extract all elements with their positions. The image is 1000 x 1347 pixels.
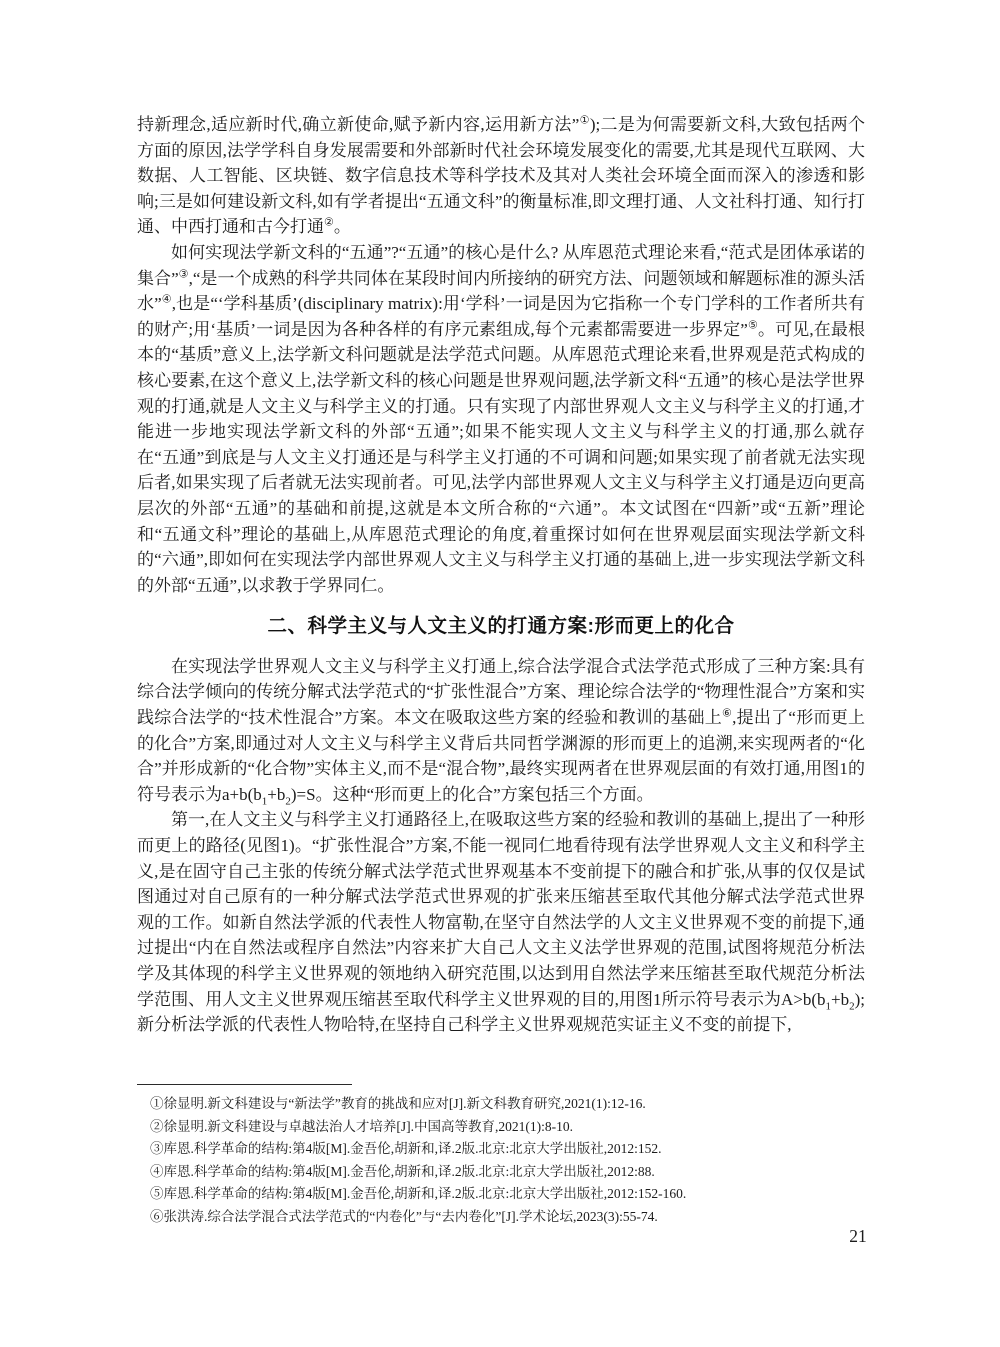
footnote-marker: ①: [579, 114, 590, 127]
footnote-marker: ④: [161, 293, 172, 306]
formula-subscript: 2: [849, 999, 855, 1012]
footnotes-section: [137, 1084, 865, 1228]
section-heading: 二、科学主义与人文主义的打通方案:形而更上的化合: [267, 615, 735, 638]
formula-subscript: 1: [261, 795, 268, 808]
footnote-item: ①徐显明.新文科建设与“新法学”教育的挑战和应对[J].新文科教育研究,2021(1):12-16.: [150, 1096, 646, 1111]
footnote-item: ②徐显明.新文科建设与卓越法治人才培养[J].中国高等教育,2021(1):8-10.: [150, 1118, 573, 1134]
body-paragraph: 第一,在人文主义与科学主义打通路径上,在吸取这些方案的经验和教训的基础上,提出了一种形而更上的路径(见图1)。“扩张性混合”方案,不能一视同仁地看待现有法学世界观人文主义和科学主义,是在固守自己主张的传统分解式法学范式世界观基本不变前提下的融合和扩张,从事的仅仅是试图通过对自己原有的一种分解式法学范式世界观的扩张来压缩甚至取代其他分解式法学范式世界观的工作。如新自然法学派的代表性人物富勒,在坚守自然法学的人文主义世界观不变的前提下,通过提出“内在自然法或程序自然法”内容来扩大自己人文主义法学世界观的范围,试图将规范分析法学及其体现的科学主义世界观的领地纳入研究范围,以达到用自然法学来压缩甚至取代规范分析法学范围、用人文主义世界观压缩甚至取代科学主义世界观的目的,用图1所示符号表示为$A>b(b_1+b_2)$;新分析法学派的代表性人物哈特,在坚持自己科学主义世界观规范实证主义不变的前提下,: [137, 810, 865, 1035]
footnote-list: [137, 1093, 865, 1228]
footnote-item: ③库恩.科学革命的结构:第4版[M].金吾伦,胡新和,译.2版.北京:北京大学出版社,2012:152.: [150, 1141, 662, 1156]
body-paragraph: 在实现法学世界观人文主义与科学主义打通上,综合法学混合式法学范式形成了三种方案:具有综合法学倾向的传统分解式法学范式的“扩张性混合”方案、理论综合法学的“物理性混合”方案和实践综合法学的“技术性混合”方案。本文在吸取这些方案的经验和教训的基础上⑥,提出了“形而更上的化合”方案,即通过对人文主义与科学主义背后共同哲学渊源的形而更上的追溯,来实现两者的“化合”并形成新的“化合物”实体主义,而不是“混合物”,最终实现两者在世界观层面的有效打通,用图1的符号表示为$a+b(b_1+b_2)=S$。这种“形而更上的化合”方案包括三个方面。: [137, 656, 865, 808]
footnote-item: ④库恩.科学革命的结构:第4版[M].金吾伦,胡新和,译.2版.北京:北京大学出版社,2012:88.: [150, 1163, 655, 1179]
footnote-marker: ⑤: [747, 319, 758, 332]
formula-subscript: 2: [285, 795, 291, 808]
footnote-item: ⑤库恩.科学革命的结构:第4版[M].金吾伦,胡新和,译.2版.北京:北京大学出版社,2012:152-160.: [150, 1186, 687, 1201]
page-number: 21: [849, 1226, 867, 1246]
footnote-marker: ⑥: [722, 707, 733, 720]
footnote-marker: ③: [178, 267, 189, 280]
footnote-separator: [137, 1084, 352, 1085]
article-body: [137, 112, 865, 1038]
body-paragraph: 持新理念,适应新时代,确立新使命,赋予新内容,运用新方法”①);二是为何需要新文科,大致包括两个方面的原因,法学学科自身发展需要和外部新时代社会环境发展变化的需要,尤其是现代互联网、大数据、人工智能、区块链、数字信息技术等科学技术及其对人类社会环境全面而深入的渗透和影响;三是如何建设新文科,如有学者提出“五通文科”的衡量标准,即文理打通、人文社科打通、知行打通、中西打通和古今打通②。: [137, 114, 865, 237]
footnote-item: ⑥张洪涛.综合法学混合式法学范式的“内卷化”与“去内卷化”[J].学术论坛,2023(3):55-74.: [150, 1208, 658, 1224]
footnote-marker: ②: [324, 216, 334, 229]
body-paragraph: 如何实现法学新文科的“五通”?“五通”的核心是什么? 从库恩范式理论来看,“范式是团体承诺的集合”③,“是一个成熟的科学共同体在某段时间内所接纳的研究方法、问题领域和解题标准的源头活水”④,也是“‘学科基质’(disciplinary matrix):用‘学科’一词是因为它指称一个专门学科的工作者所共有的财产;用‘基质’一词是因为各种各样的有序元素组成,每个元素都需要进一步界定”⑤。可见,在最根本的“基质”意义上,法学新文科问题就是法学范式问题。从库恩范式理论来看,世界观是范式构成的核心要素,在这个意义上,法学新文科的核心问题是世界观问题,法学新文科“五通”的核心是法学世界观的打通,就是人文主义与科学主义的打通。只有实现了内部世界观人文主义与科学主义的打通,才能进一步地实现法学新文科的外部“五通”;如果不能实现人文主义与科学主义的打通,那么就存在“五通”到底是与人文主义打通还是与科学主义打通的不可调和问题;如果实现了前者就无法实现后者,如果实现了后者就无法实现前者。可见,法学内部世界观人文主义与科学主义打通是迈向更高层次的外部“五通”的基础和前提,这就是本文所合称的“六通”。本文试图在“四新”或“五新”理论和“五通文科”理论的基础上,从库恩范式理论的角度,着重探讨如何在世界观层面实现法学新文科的“六通”,即如何在实现法学内部世界观人文主义与科学主义打通的基础上,进一步实现法学新文科的外部“五通”,以求教于学界同仁。: [137, 242, 866, 595]
formula-subscript: 1: [825, 999, 832, 1012]
